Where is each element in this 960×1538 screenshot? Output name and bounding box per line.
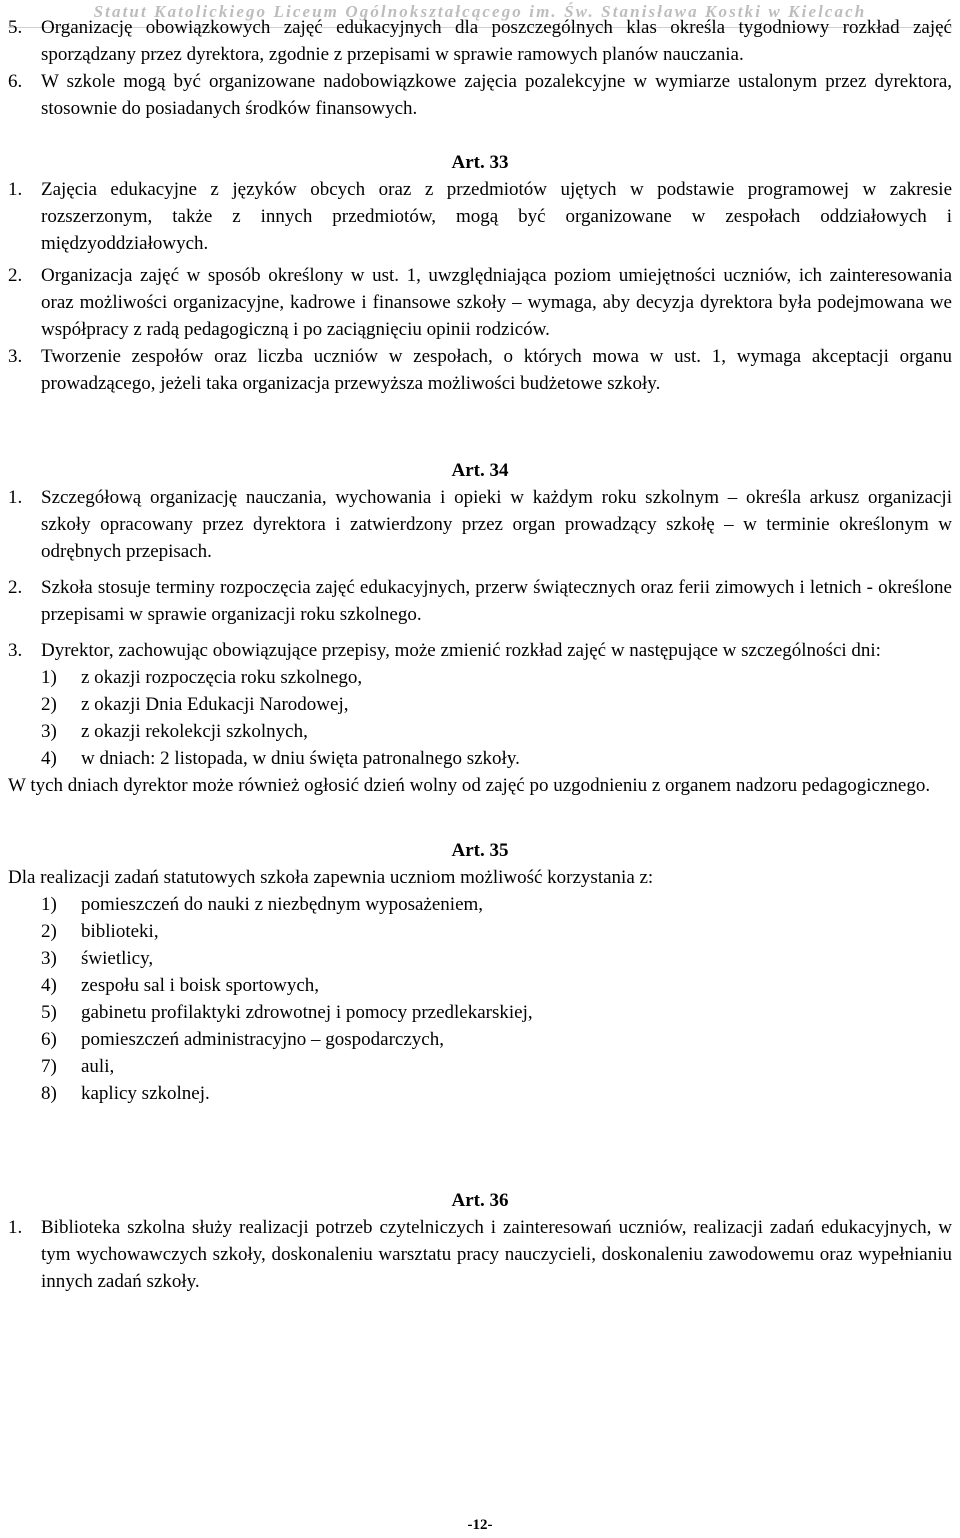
art34-item-3: 3. Dyrektor, zachowując obowiązujące przepisy, może zmienić rozkład zajęć w następujące w szczególności dni: — [8, 640, 881, 661]
article-34-title: Art. 34 — [451, 460, 509, 481]
art33-item-3: 3. Tworzenie zespołów oraz liczba uczniów w zespołach, o których mowa w ust. 1, wymaga akceptacji organu prowadzącego, jeżeli taka organizacja przewyższa możliwości budżetowe szkoły. — [8, 346, 952, 394]
art34-list-item: 3) z okazji rekolekcji szkolnych, — [41, 721, 308, 742]
page-number: -12- — [467, 1517, 493, 1533]
art35-intro: Dla realizacji zadań statutowych szkoła zapewnia uczniom możliwość korzystania z: — [8, 867, 654, 888]
art35-list-item: 7) auli, — [41, 1056, 115, 1077]
art35-list-item: 8) kaplicy szkolnej. — [41, 1083, 210, 1104]
article-35-title: Art. 35 — [451, 840, 509, 861]
art34-list-item: 4) w dniach: 2 listopada, w dniu święta patronalnego szkoły. — [41, 748, 520, 769]
paragraph-6: 6. W szkole mogą być organizowane nadobowiązkowe zajęcia pozalekcyjne w wymiarze ustalonym przez dyrektora, stosownie do posiadanych środków finansowych. — [8, 71, 952, 119]
article-33-title: Art. 33 — [451, 152, 509, 173]
art35-list-item: 1) pomieszczeń do nauki z niezbędnym wyposażeniem, — [41, 894, 484, 915]
art33-item-1: 1. Zajęcia edukacyjne z języków obcych oraz z przedmiotów ujętych w podstawie programowej w zakresie rozszerzonym, także z innych przedmiotów, mogą być organizowane w zespołach oddziałowych i międzyoddziałowych. — [8, 179, 952, 254]
art35-list-item: 6) pomieszczeń administracyjno – gospodarczych, — [41, 1029, 444, 1050]
art34-list-item: 2) z okazji Dnia Edukacji Narodowej, — [41, 694, 349, 715]
art34-item-2: 2. Szkoła stosuje terminy rozpoczęcia zajęć edukacyjnych, przerw świątecznych oraz ferii zimowych i letnich - określone przepisami w sprawie organizacji roku szkolnego. — [8, 577, 952, 625]
art35-list-item: 5) gabinetu profilaktyki zdrowotnej i pomocy przedlekarskiej, — [41, 1002, 533, 1023]
running-header: Statut Katolickiego Liceum Ogólnokształcącego im. Św. Stanisława Kostki w Kielcach — [93, 2, 867, 21]
art34-item-1: 1. Szczegółową organizację nauczania, wychowania i opieki w każdym roku szkolnym – określa arkusz organizacji szkoły opracowany przez dyrektora i zatwierdzony przez organ prowadzący szkołę – w terminie określonym w odrębnych przepisach. — [8, 487, 952, 562]
art34-list-item: 1) z okazji rozpoczęcia roku szkolnego, — [41, 667, 363, 688]
art35-list-item: 4) zespołu sal i boisk sportowych, — [41, 975, 320, 996]
article-36-title: Art. 36 — [451, 1190, 509, 1211]
art36-item-1: 1. Biblioteka szkolna służy realizacji potrzeb czytelniczych i zainteresowań uczniów, realizacji zadań edukacyjnych, w tym wychowawczych szkoły, doskonaleniu warsztatu pracy nauczycieli, doskonaleniu zawodowemu oraz wypełnianiu innych zadań szkoły. — [8, 1217, 952, 1292]
document-body — [0, 14, 960, 1295]
art33-item-2: 2. Organizacja zajęć w sposób określony w ust. 1, uwzględniająca poziom umiejętności uczniów, ich zainteresowania oraz możliwości organizacyjne, kadrowe i finansowe szkoły – wymaga, aby decyzja dyrektora była podejmowana we współpracy z radą pedagogiczną i po zaciągnięciu opinii rodziców. — [8, 265, 952, 340]
paragraph-5: 5. Organizację obowiązkowych zajęć edukacyjnych dla poszczególnych klas określa tygodniowy rozkład zajęć sporządzany przez dyrektora, zgodnie z przepisami w sprawie ramowych planów nauczania. — [8, 17, 952, 65]
art34-closing: W tych dniach dyrektor może również ogłosić dzień wolny od zajęć po uzgodnieniu z organem nadzoru pedagogicznego. — [8, 775, 931, 796]
art35-list-item: 3) świetlicy, — [41, 948, 154, 969]
art35-list-item: 2) biblioteki, — [41, 921, 159, 942]
